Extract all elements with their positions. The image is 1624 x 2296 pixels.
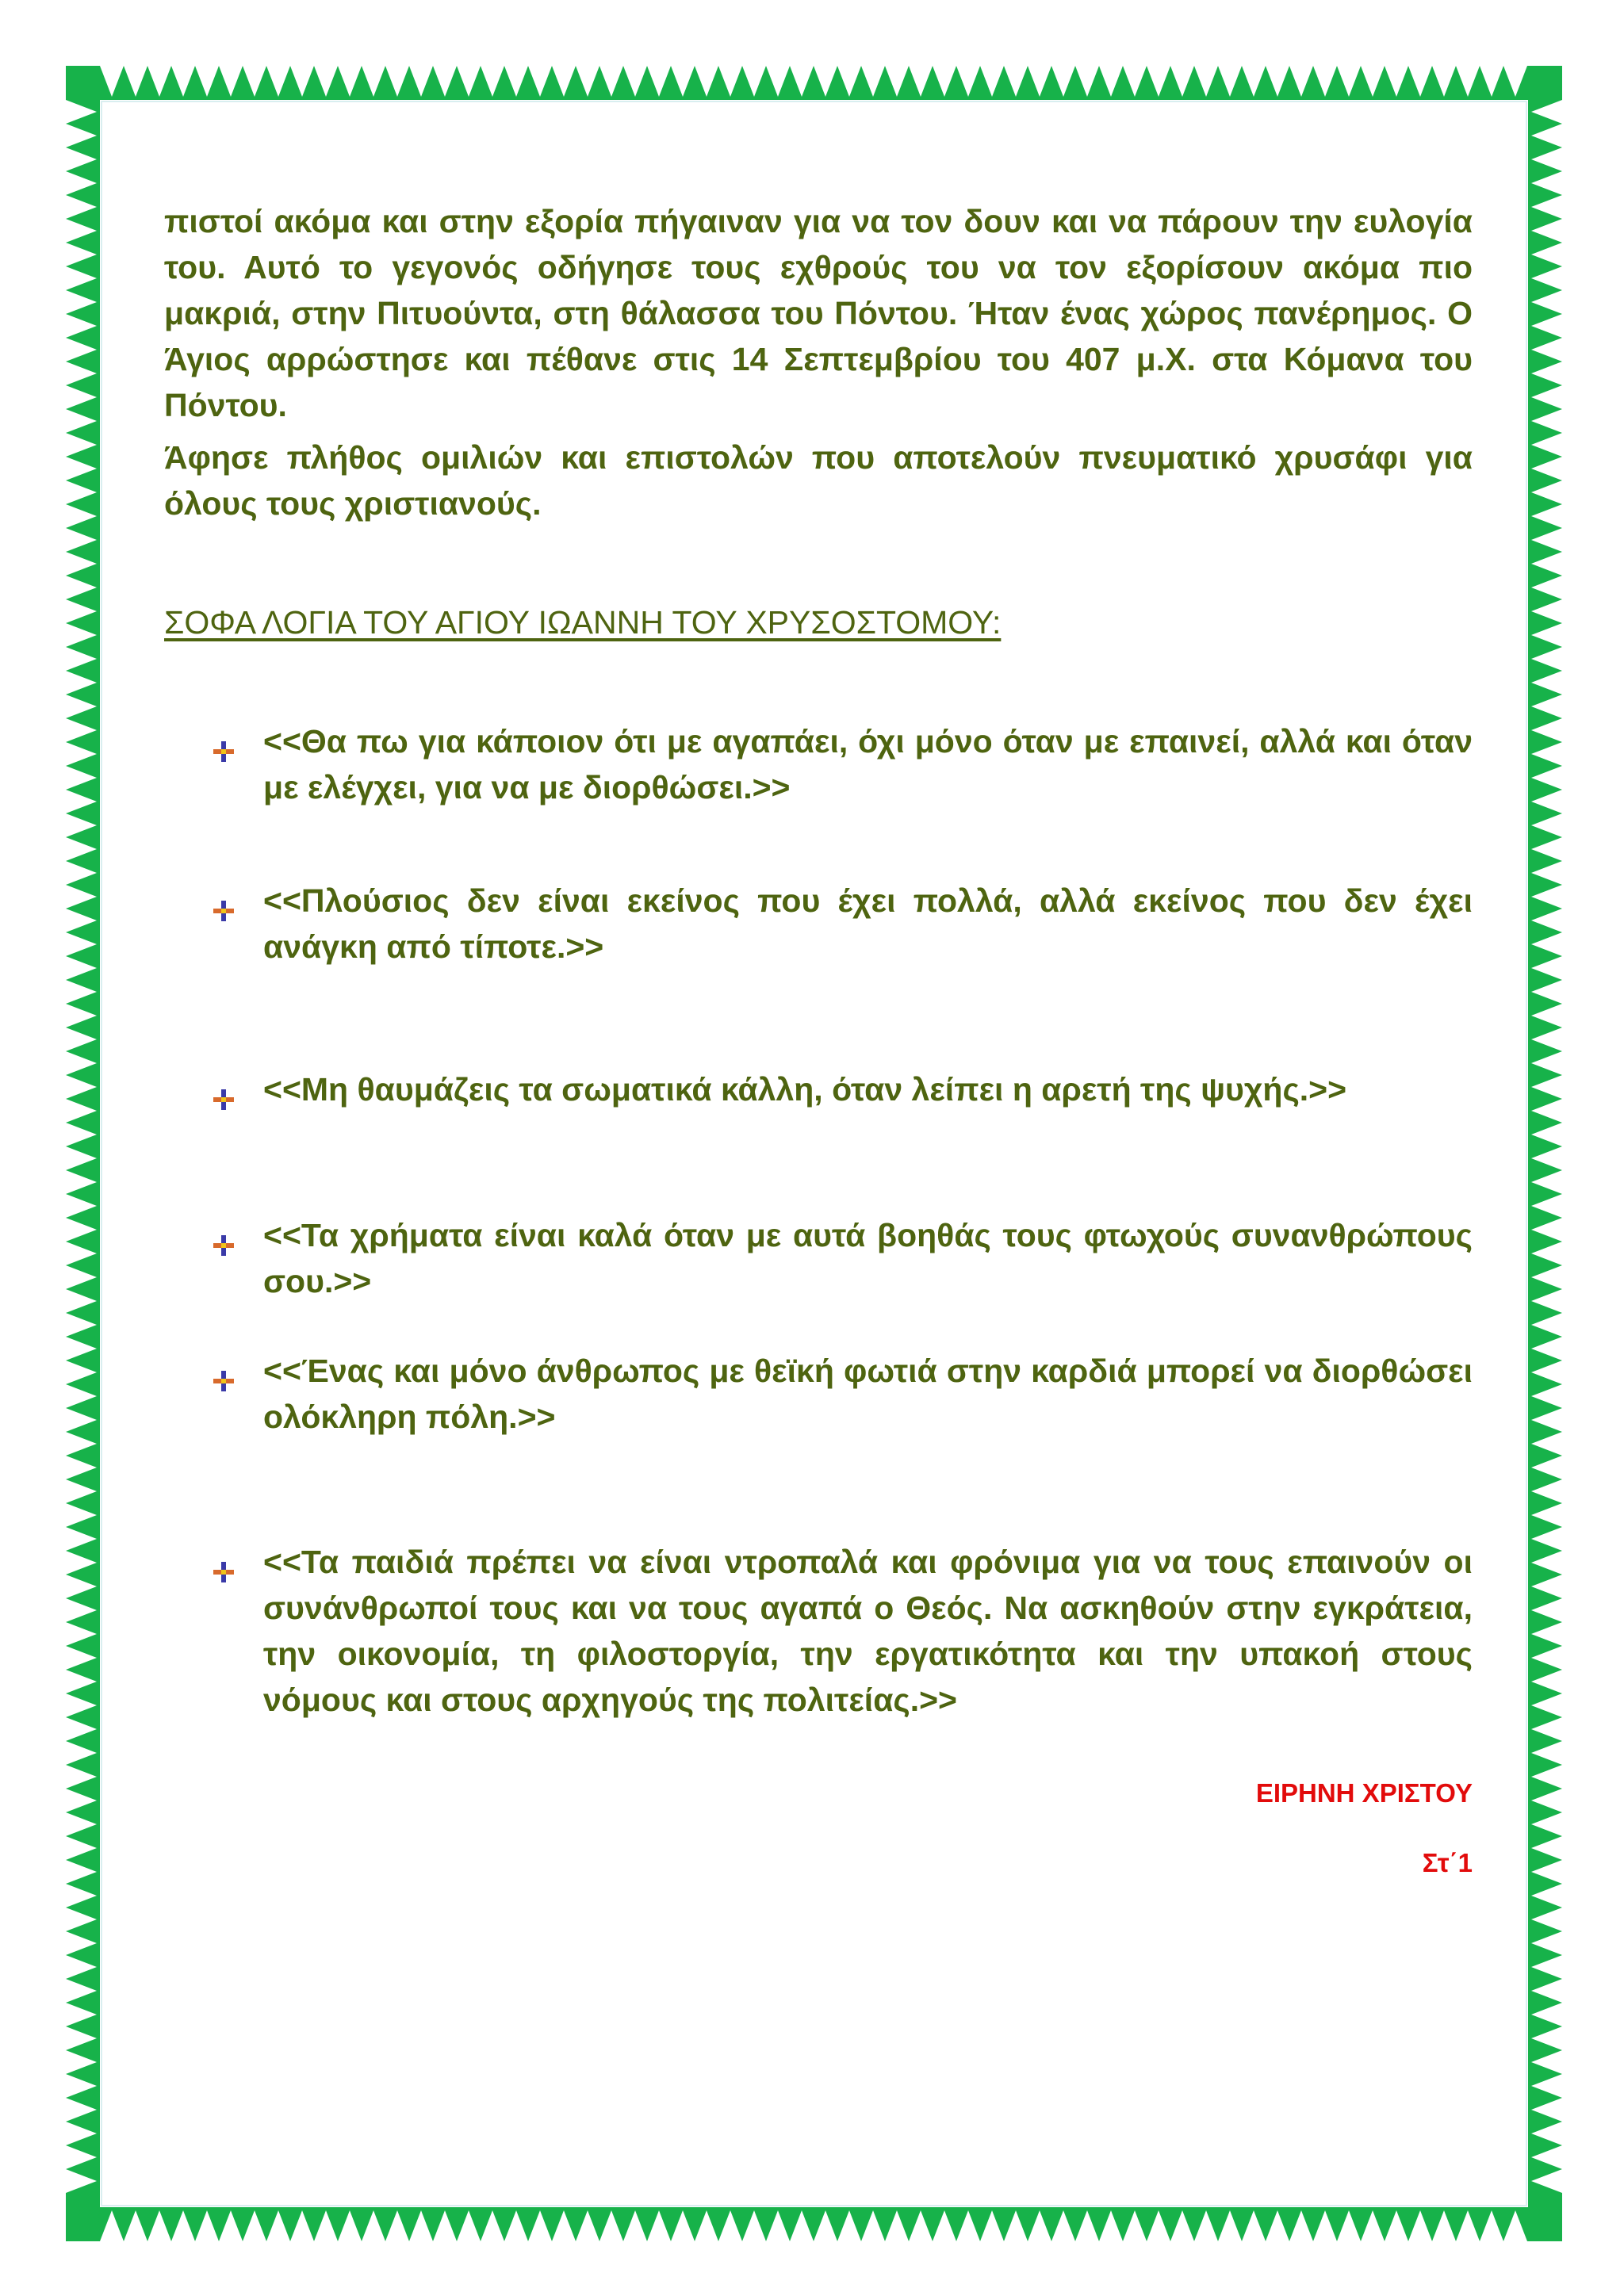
quote-item xyxy=(164,1539,1473,1723)
quote-text: <<Τα παιδιά πρέπει να είναι ντροπαλά και φρόνιμα για να τους επαινούν οι συνάνθρωποί τους και να τους αγαπά ο Θεός. Να ασκηθούν στην εγκράτεια, την οικονομία, τη φιλοστοργία, την εργατικότητα και την υπακοή στους νόμους και στους αρχηγούς της πολιτείας.>> xyxy=(263,1544,1473,1718)
quote-text: <<Ένας και μόνο άνθρωπος με θεϊκή φωτιά στην καρδιά μπορεί να διορθώσει ολόκληρη πόλη.>> xyxy=(263,1353,1473,1435)
quote-item xyxy=(164,1066,1473,1112)
quote-text: <<Θα πω για κάποιον ότι με αγαπάει, όχι μόνο όταν με επαινεί, αλλά και όταν με ελέγχει, για να με διορθώσει.>> xyxy=(263,723,1473,806)
border-band xyxy=(66,66,1562,100)
quote-text: <<Τα χρήματα είναι καλά όταν με αυτά βοηθάς τους φτωχούς συνανθρώπους σου.>> xyxy=(263,1217,1473,1299)
quotes-list xyxy=(164,718,1473,1723)
paragraph-legacy: Άφησε πλήθος ομιλιών και επιστολών που αποτελούν πνευματικό χρυσάφι για όλους τους χριστιανούς. xyxy=(164,439,1473,522)
plus-cross-bullet-icon xyxy=(212,1359,236,1383)
quote-item xyxy=(164,1212,1473,1304)
paragraph-exile: πιστοί ακόμα και στην εξορία πήγαιναν για να τον δουν και να πάρουν την ευλογία του. Αυτό το γεγονός οδήγησε τους εχθρούς του να τον εξορίσουν ακόμα πιο μακριά, στην Πιτυούντα, στη θάλασσα του Πόντου. Ήταν ένας χώρος πανέρημος. Ο Άγιος αρρώστησε και πέθανε στις 14 Σεπτεμβρίου του 407 μ.Χ. στα Κόμανα του Πόντου. xyxy=(164,203,1473,423)
quote-item xyxy=(164,718,1473,810)
plus-cross-bullet-icon xyxy=(212,729,236,753)
plus-cross-bullet-icon xyxy=(212,1550,236,1574)
quote-text: <<Μη θαυμάζεις τα σωματικά κάλλη, όταν λείπει η αρετή της ψυχής.>> xyxy=(263,1071,1347,1108)
border-band xyxy=(66,2207,1562,2241)
quote-item xyxy=(164,878,1473,970)
plus-cross-bullet-icon xyxy=(212,1077,236,1101)
class-label: Στ΄1 xyxy=(1422,1848,1473,1877)
author-name: ΕΙΡΗΝΗ ΧΡΙΣΤΟΥ xyxy=(1255,1778,1473,1808)
section-heading: ΣΟΦΑ ΛΟΓΙΑ ΤΟΥ ΑΓΙΟΥ ΙΩΑΝΝΗ ΤΟΥ ΧΡΥΣΟΣΤΟΜΟΥ: xyxy=(164,604,1002,641)
quote-item xyxy=(164,1348,1473,1440)
document-body xyxy=(164,198,1473,1878)
plus-cross-bullet-icon xyxy=(212,1223,236,1247)
plus-cross-bullet-icon xyxy=(212,889,236,913)
quote-text: <<Πλούσιος δεν είναι εκείνος που έχει πολλά, αλλά εκείνος που δεν έχει ανάγκη από τίποτε.>> xyxy=(263,882,1473,965)
